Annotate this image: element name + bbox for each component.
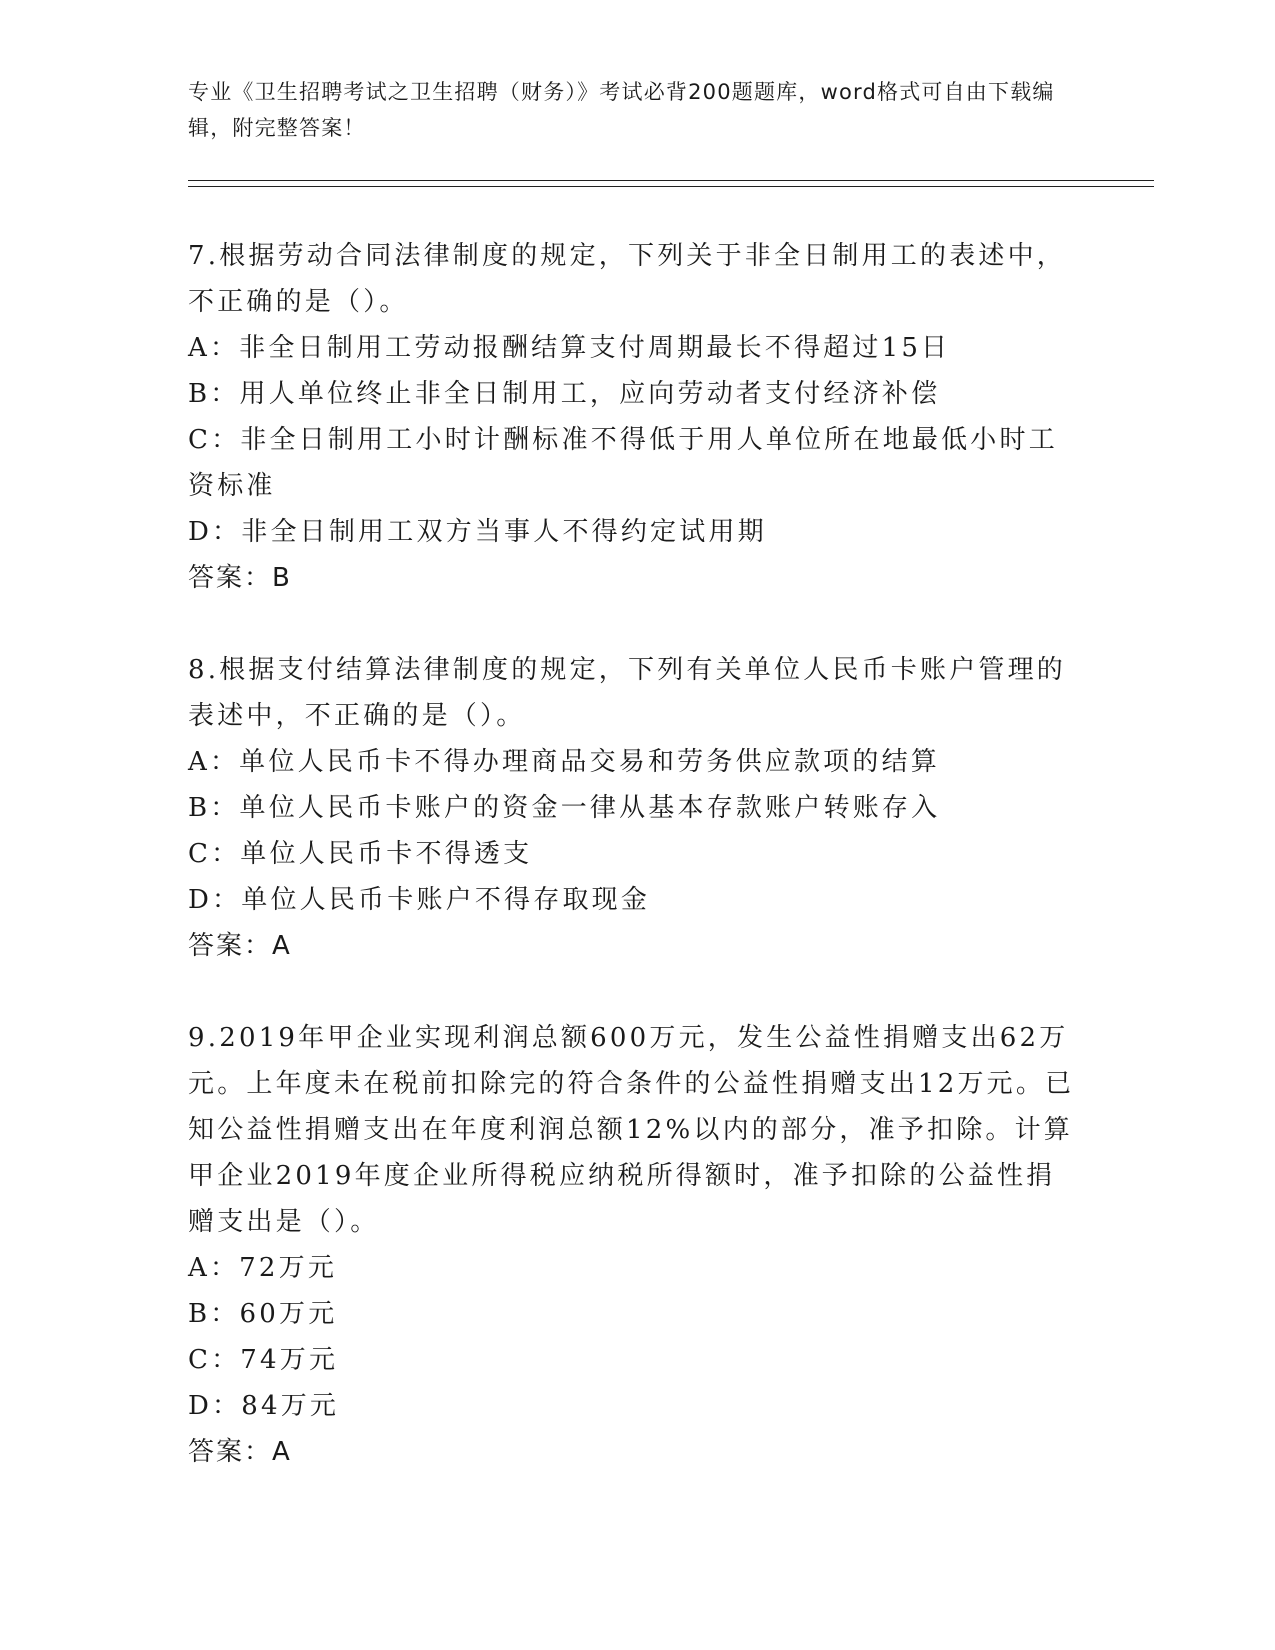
option-a: A：单位人民币卡不得办理商品交易和劳务供应款项的结算 — [188, 747, 940, 777]
option-a: A：非全日制用工劳动报酬结算支付周期最长不得超过15日 — [188, 333, 951, 363]
option-d: D：单位人民币卡账户不得存取现金 — [188, 885, 651, 915]
question-stem: 7.根据劳动合同法律制度的规定，下列关于非全日制用工的表述中，不正确的是（）。 — [188, 241, 1067, 317]
answer: 答案：A — [188, 931, 292, 961]
question-9 — [188, 1015, 1088, 1475]
question-stem: 9.2019年甲企业实现利润总额600万元，发生公益性捐赠支出62万元。上年度未在税前扣除完的符合条件的公益性捐赠支出12万元。已知公益性捐赠支出在年度利润总额12%以内的部分，准予扣除。计算甲企业2019年度企业所得税应纳税所得额时，准予扣除的公益性捐赠支出是（）。 — [188, 1023, 1075, 1237]
option-b: B：用人单位终止非全日制用工，应向劳动者支付经济补偿 — [188, 379, 941, 409]
option-d: D：84万元 — [188, 1391, 340, 1421]
question-8 — [188, 647, 1088, 969]
option-c: C：非全日制用工小时计酬标准不得低于用人单位所在地最低小时工资标准 — [188, 425, 1058, 501]
option-a: A：72万元 — [188, 1253, 338, 1283]
answer: 答案：B — [188, 563, 292, 593]
option-b: B：单位人民币卡账户的资金一律从基本存款账户转账存入 — [188, 793, 941, 823]
question-stem: 8.根据支付结算法律制度的规定，下列有关单位人民币卡账户管理的表述中，不正确的是（）。 — [188, 655, 1067, 731]
option-b: B：60万元 — [188, 1299, 338, 1329]
answer: 答案：A — [188, 1437, 292, 1467]
question-7 — [188, 233, 1088, 601]
option-c: C：74万元 — [188, 1345, 339, 1375]
option-c: C：单位人民币卡不得透支 — [188, 839, 533, 869]
option-d: D：非全日制用工双方当事人不得约定试用期 — [188, 517, 767, 547]
document-header: 专业《卫生招聘考试之卫生招聘（财务）》考试必背200题题库，word格式可自由下载编辑，附完整答案！ — [188, 80, 1055, 140]
document-page — [188, 74, 1088, 1475]
header-divider — [188, 180, 1154, 187]
